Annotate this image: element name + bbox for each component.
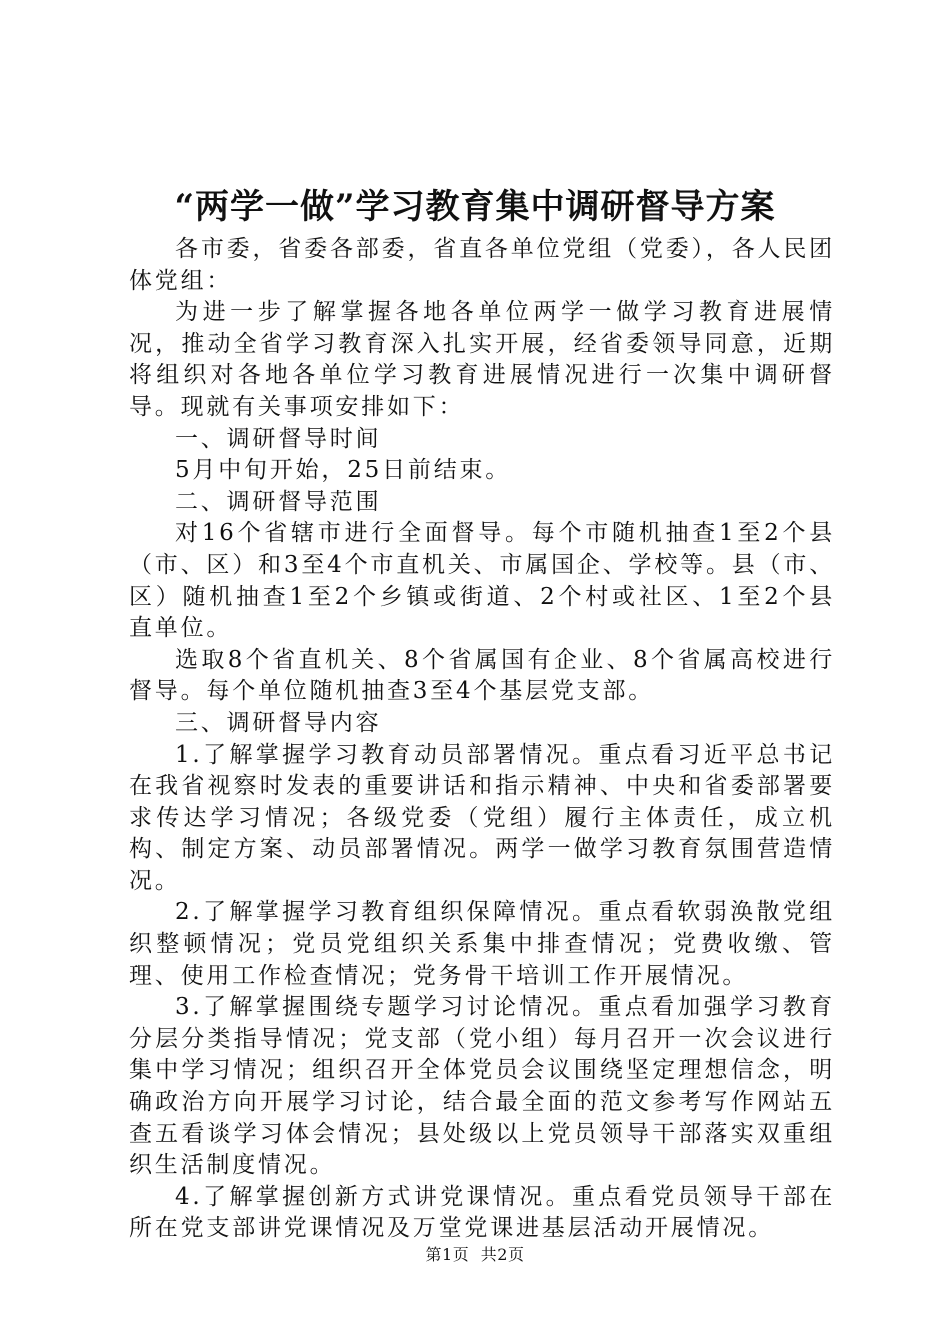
paragraph-content-3: 3.了解掌握围绕专题学习讨论情况。重点看加强学习教育分层分类指导情况；党支部（党小组）每月召开一次会议进行集中学习情况；组织召开全体党员会议围绕坚定理想信念，明确政治方向开展学习讨论，结合最全面的范文参考写作网站五查五看谈学习体会情况；县处级以上党员领导干部落实双重组织生活制度情况。 <box>129 994 835 1179</box>
paragraph-content-4: 4.了解掌握创新方式讲党课情况。重点看党员领导干部在所在党支部讲党课情况及万堂党课进基层活动开展情况。 <box>129 1183 835 1242</box>
page-footer <box>0 1243 950 1267</box>
paragraph-scope-provincial: 选取8个省直机关、8个省属国有企业、8个省属高校进行督导。每个单位随机抽查3至4个基层党支部。 <box>129 646 835 705</box>
paragraph-content-1: 1.了解掌握学习教育动员部署情况。重点看习近平总书记在我省视察时发表的重要讲话和指示精神、中央和省委部署要求传达学习情况；各级党委（党组）履行主体责任，成立机构、制定方案、动员部署情况。两学一做学习教育氛围营造情况。 <box>129 741 835 894</box>
section-heading-content: 三、调研督导内容 <box>175 709 382 736</box>
page-total: 共2页 <box>480 1245 525 1264</box>
paragraph-time: 5月中旬开始，25日前结束。 <box>175 457 512 484</box>
section-heading-time: 一、调研督导时间 <box>175 425 382 452</box>
paragraph-scope-cities: 对16个省辖市进行全面督导。每个市随机抽查1至2个县（市、区）和3至4个市直机关、市属国企、学校等。县（市、区）随机抽查1至2个乡镇或街道、2个村或社区、1至2个县直单位。 <box>129 520 835 642</box>
paragraph-salutation: 各市委，省委各部委，省直各单位党组（党委），各人民团体党组： <box>129 236 835 294</box>
document-body <box>129 234 835 1245</box>
paragraph-intro: 为进一步了解掌握各地各单位两学一做学习教育进展情况，推动全省学习教育深入扎实开展，经省委领导同意，近期将组织对各地各单位学习教育进展情况进行一次集中调研督导。现就有关事项安排如下： <box>129 299 835 420</box>
section-heading-scope: 二、调研督导范围 <box>175 488 382 515</box>
document-title: “两学一做”学习教育集中调研督导方案 <box>174 187 776 227</box>
page-number: 第1页 <box>425 1245 470 1264</box>
paragraph-content-2: 2.了解掌握学习教育组织保障情况。重点看软弱涣散党组织整顿情况；党员党组织关系集中排查情况；党费收缴、管理、使用工作检查情况；党务骨干培训工作开展情况。 <box>129 899 835 989</box>
